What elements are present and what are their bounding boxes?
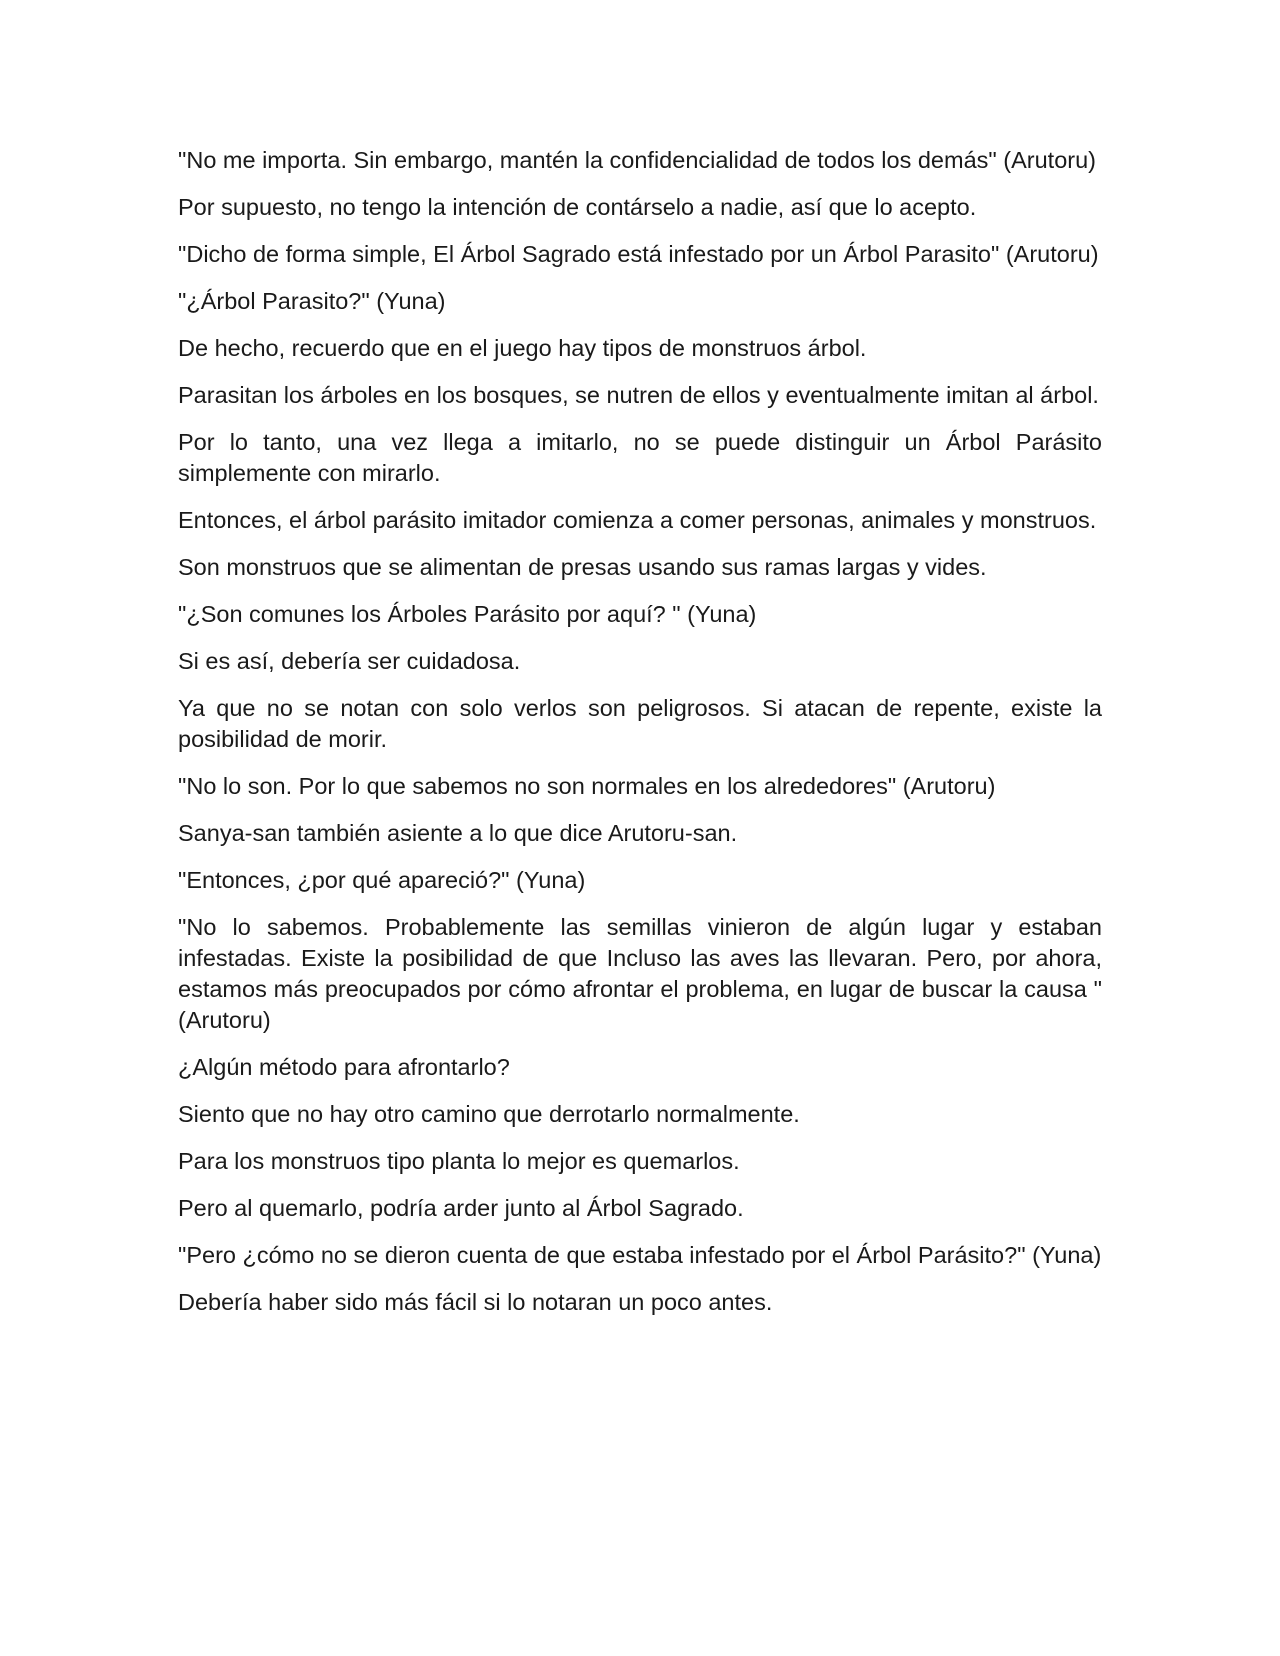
- paragraph-6: Parasitan los árboles en los bosques, se nutren de ellos y eventualmente imitan al árbol.: [178, 382, 1099, 408]
- paragraph-22: Debería haber sido más fácil si lo notaran un poco antes.: [178, 1289, 773, 1315]
- paragraph-5: De hecho, recuerdo que en el juego hay tipos de monstruos árbol.: [178, 335, 867, 361]
- paragraph-21: "Pero ¿cómo no se dieron cuenta de que estaba infestado por el Árbol Parásito?" (Yuna): [178, 1242, 1102, 1268]
- paragraph-2: Por supuesto, no tengo la intención de contárselo a nadie, así que lo acepto.: [178, 194, 977, 220]
- paragraph-3: "Dicho de forma simple, El Árbol Sagrado está infestado por un Árbol Parasito" (Arutoru): [178, 241, 1099, 267]
- paragraph-4: "¿Árbol Parasito?" (Yuna): [178, 288, 446, 314]
- paragraph-19: Para los monstruos tipo planta lo mejor es quemarlos.: [178, 1148, 740, 1174]
- paragraph-16: "No lo sabemos. Probablemente las semillas vinieron de algún lugar y estaban infestadas. Existe la posibilidad de que Incluso las aves las llevaran. Pero, por ahora, estamos más preocupados por cómo afrontar el problema, en lugar de buscar la causa " (Arutoru): [178, 914, 1102, 1033]
- paragraph-10: "¿Son comunes los Árboles Parásito por aquí? " (Yuna): [178, 601, 757, 627]
- paragraph-12: Ya que no se notan con solo verlos son peligrosos. Si atacan de repente, existe la posibilidad de morir.: [178, 695, 1102, 752]
- paragraph-20: Pero al quemarlo, podría arder junto al Árbol Sagrado.: [178, 1195, 744, 1221]
- paragraph-11: Si es así, debería ser cuidadosa.: [178, 648, 521, 674]
- paragraph-18: Siento que no hay otro camino que derrotarlo normalmente.: [178, 1101, 800, 1127]
- paragraph-13: "No lo son. Por lo que sabemos no son normales en los alrededores" (Arutoru): [178, 773, 996, 799]
- paragraph-17: ¿Algún método para afrontarlo?: [178, 1054, 510, 1080]
- paragraph-14: Sanya-san también asiente a lo que dice Arutoru-san.: [178, 820, 738, 846]
- paragraph-1: "No me importa. Sin embargo, mantén la confidencialidad de todos los demás" (Arutoru): [178, 147, 1096, 173]
- paragraph-9: Son monstruos que se alimentan de presas usando sus ramas largas y vides.: [178, 554, 987, 580]
- paragraph-7: Por lo tanto, una vez llega a imitarlo, no se puede distinguir un Árbol Parásito simplemente con mirarlo.: [178, 429, 1102, 486]
- document-body: [178, 145, 1102, 1334]
- paragraph-8: Entonces, el árbol parásito imitador comienza a comer personas, animales y monstruos.: [178, 507, 1097, 533]
- paragraph-15: "Entonces, ¿por qué apareció?" (Yuna): [178, 867, 586, 893]
